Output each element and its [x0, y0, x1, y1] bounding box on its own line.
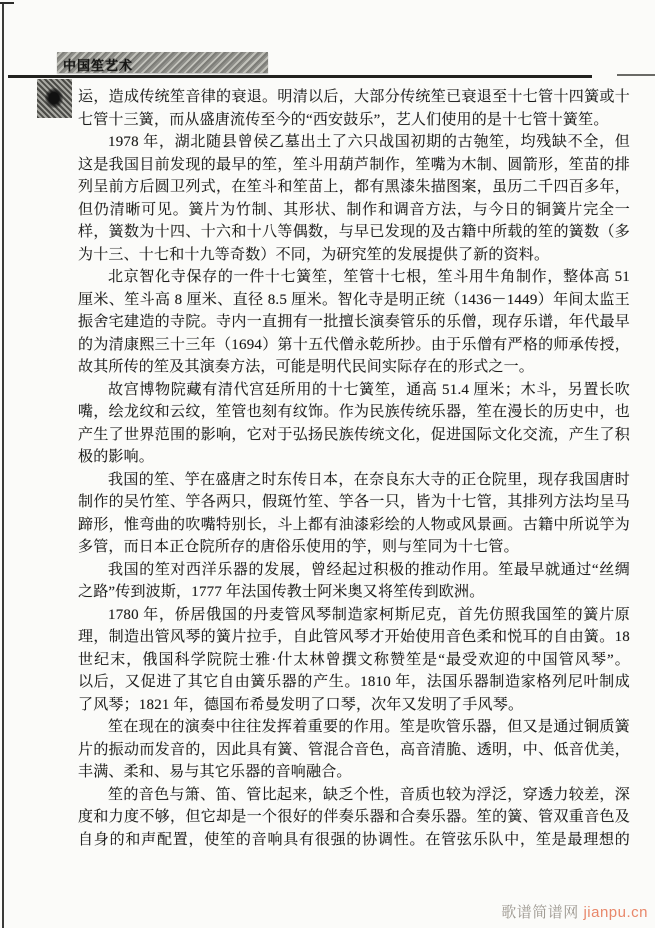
text-line: 笙在现在的演奏中往往发挥着重要的作用。笙是吹管乐器，但又是通过铜质簧 — [108, 719, 630, 735]
running-header-bar — [57, 52, 268, 73]
text-line: 样，簧数为十四、十六和十八等偶数，与早已发现的及古籍中所载的笙的簧数（多 — [78, 224, 630, 240]
text-line: 度和力度不够，但它却是一个很好的伴奏乐器和合奏乐器。笙的簧、管双重音色及 — [78, 809, 630, 825]
text-line: 产生了世界范围的影响，它对于弘扬民族传统文化，促进国际文化交流，产生了积 — [78, 426, 630, 443]
text-line: 但仍清晰可见。簧片为竹制、其形状、制作和调音方法，与今日的铜簧片完全一 — [78, 201, 630, 218]
text-line: 嘴，绘龙纹和云纹，笙管也刻有纹饰。作为民族传统乐器，笙在漫长的历史中，也 — [78, 404, 630, 420]
text-line: 片的振动而发音的，因此具有簧、管混合音色，高音清脆、透明，中、低音优美， — [78, 741, 630, 758]
text-line: 故宫博物院藏有清代宫廷所用的十七簧笙，通高 51.4 厘米；木斗，另置长吹 — [108, 381, 630, 398]
text-line: 了风琴；1821 年，德国布希曼发明了口琴，次年又发明了手风琴。 — [78, 696, 524, 713]
text-line: 蹄形，惟弯曲的吹嘴特别长，斗上都有油漆彩绘的人物或风景画。古籍中所说竽为 — [78, 516, 630, 533]
text-line: 丰满、柔和、易与其它乐器的音响融合。 — [78, 764, 352, 780]
text-line: 七管十三簧，而从盛唐流传至今的“西安鼓乐”，艺人们使用的是十七管十簧笙。 — [78, 111, 609, 128]
text-line: 列呈前方后圆卫列式，在笙斗和笙苗上，都有黑漆朱描图案，虽历二千四百多年， — [78, 179, 630, 195]
text-line: 1780 年，侨居俄国的丹麦管风琴制造家柯斯尼克，首先仿照我国笙的簧片原 — [108, 606, 630, 623]
page-border-left — [2, 3, 4, 928]
text-line: 厘米、笙斗高 8 厘米、直径 8.5 厘米。智化寺是明正统（1436－1449）年间太监王 — [78, 291, 630, 308]
text-line: 以后，又促进了其它自由簧乐器的产生。1810 年，法国乐器制造家格列尼叶制成 — [78, 674, 630, 690]
text-line: 多管，而日本正仓院所存的唐俗乐使用的竽，则与笙同为十七管。 — [78, 539, 519, 555]
watermark-site-name: 歌谱简谱网 — [501, 904, 584, 921]
text-line: 笙的音色与箫、笛、管比起来，缺乏个性，音质也较为浮泛，穿透力较差，深 — [108, 786, 630, 803]
body-text — [78, 86, 630, 851]
text-line: 这是我国目前发现的最早的笙，笙斗用葫芦制作，笙嘴为木制、圆箭形，笙苗的排 — [78, 156, 630, 173]
text-line: 为十三、十七和十九等奇数）不同，为研究笙的发展提供了新的资料。 — [78, 246, 550, 263]
watermark-site-url: jianpu.cn — [583, 904, 648, 921]
text-line: 世纪末，俄国科学院院士雅·什太林曾撰文称赞笙是“最受欢迎的中国管风琴”。 — [78, 651, 630, 668]
text-line: 极的影响。 — [78, 449, 155, 465]
text-line: 理，制造出管风琴的簧片拉手，自此管风琴才开始使用音色柔和悦耳的自由簧。18 — [78, 629, 630, 645]
header-rule-dash — [617, 74, 655, 76]
header-rule — [8, 75, 592, 78]
text-line: 制作的吴竹笙、竽各两只，假斑竹笙、竽各一只，皆为十七管，其排列方法均呈马 — [78, 494, 630, 510]
text-line: 1978 年，湖北随县曾侯乙墓出土了六只战国初期的古匏笙，均残缺不全，但 — [108, 134, 630, 150]
text-line: 北京智化寺保存的一件十七簧笙，笙管十七根，笙斗用牛角制作，整体高 51 — [108, 269, 630, 285]
page-border-top — [0, 2, 14, 4]
text-line: 自身的和声配置，使笙的音响具有很强的协调性。在管弦乐队中，笙是最理想的 — [78, 831, 630, 848]
watermark — [501, 901, 648, 922]
text-line: 之路”传到波斯，1777 年法国传教士阿米奥又将笙传到欧洲。 — [78, 584, 485, 600]
text-line: 的为清康熙三十三年（1694）第十五代僧永乾所抄。由于乐僧有严格的师承传授， — [78, 336, 630, 353]
text-line: 我国的笙、竽在盛唐之时东传日本，在奈良东大寺的正仓院里，现存我国唐时 — [108, 471, 630, 488]
text-line: 故其所传的笙及其演奏方法，可能是明代民间实际存在的形式之一。 — [78, 359, 535, 375]
text-line: 运，造成传统笙音律的衰退。明清以后，大部分传统笙已衰退至十七管十四簧或十 — [78, 89, 630, 105]
chapter-marker-tab — [37, 79, 72, 118]
text-line: 我国的笙对西洋乐器的发展，曾经起过积极的推动作用。笙最早就通过“丝绸 — [108, 561, 630, 578]
text-line: 振舍宅建造的寺院。寺内一直拥有一批擅长演奏管乐的乐僧，现存乐谱，年代最早 — [78, 314, 630, 330]
book-title: 中国笙艺术 — [63, 58, 134, 73]
chapter-marker-glyph — [45, 88, 63, 108]
